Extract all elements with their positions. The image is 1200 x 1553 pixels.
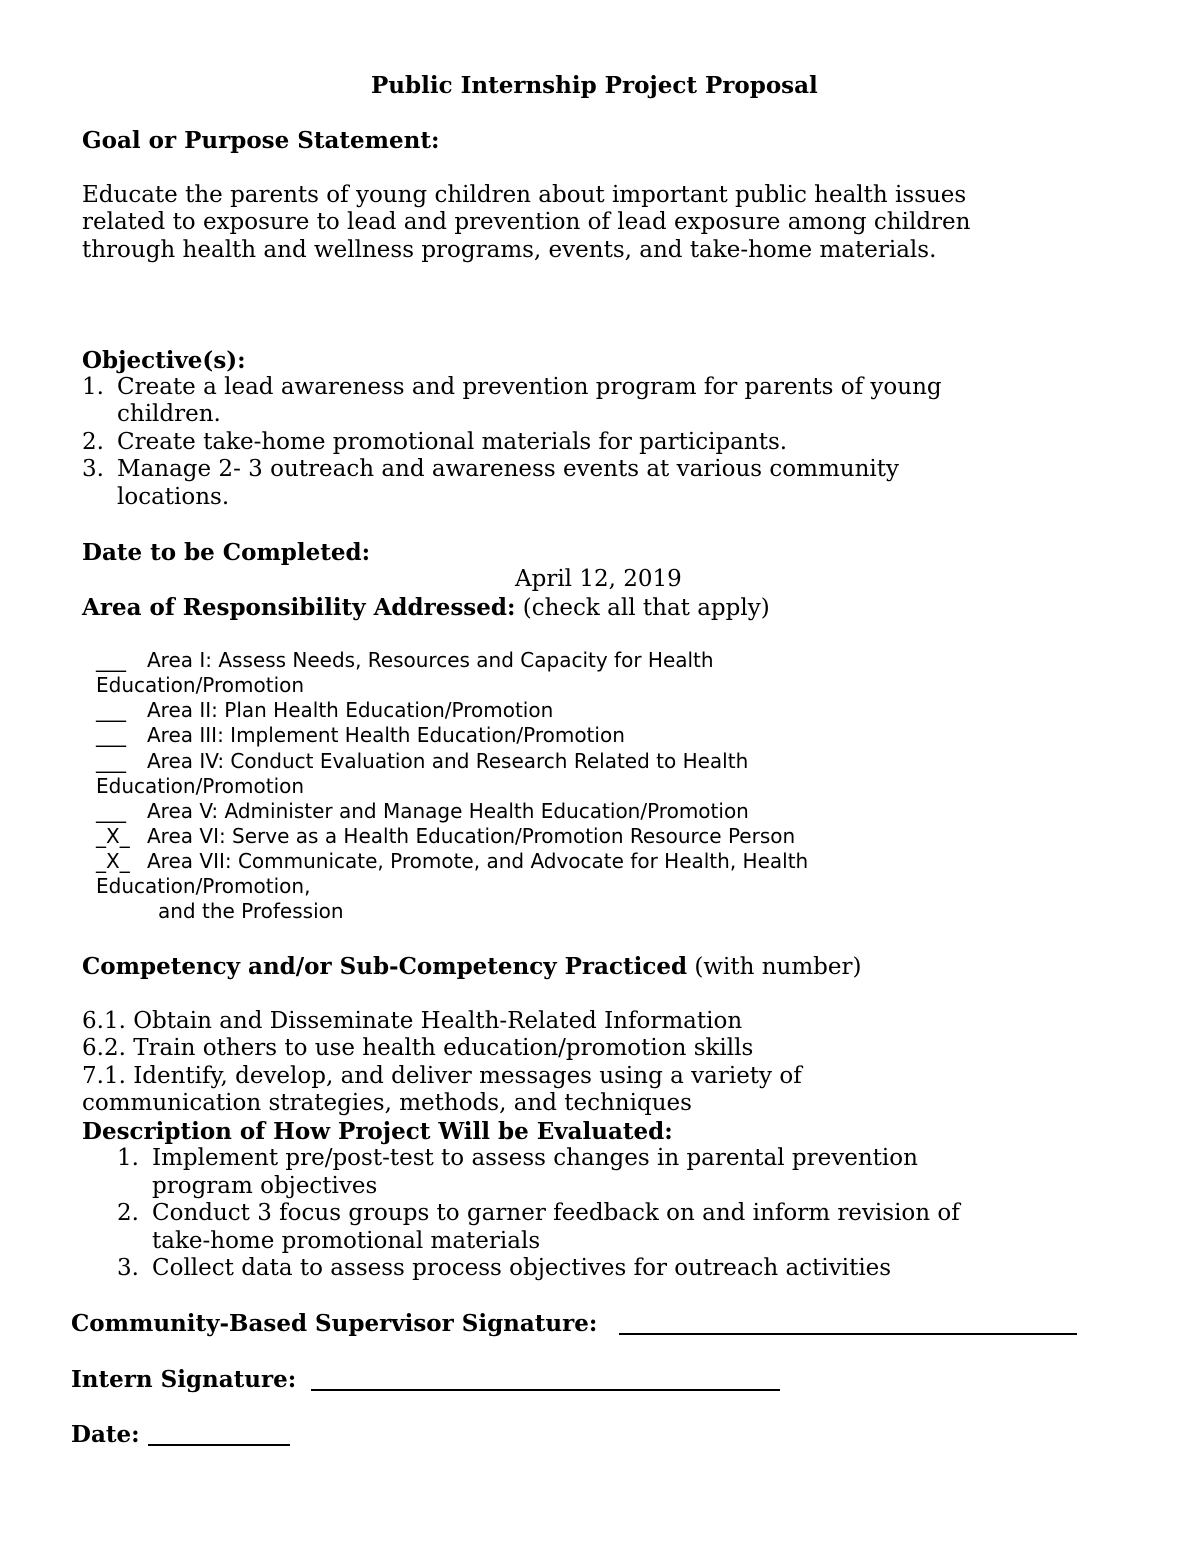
evaluation-text: Conduct 3 focus groups to garner feedback on and inform revision of <box>152 1200 960 1226</box>
evaluation-text: Collect data to assess process objectives for outreach activities <box>152 1255 892 1281</box>
objective-text: Manage 2- 3 outreach and awareness events at various community <box>117 456 899 482</box>
area-item-text: Area V: Administer and Manage Health Education/Promotion <box>147 799 749 823</box>
evaluation-text: program objectives <box>152 1173 378 1199</box>
areas-heading: Area of Responsibility Addressed: <box>82 594 516 621</box>
objective-number: 3. <box>82 456 104 482</box>
date-line[interactable] <box>148 1444 290 1446</box>
areas-heading-row <box>82 596 770 620</box>
area-checkbox-mark: ___ <box>96 648 126 672</box>
evaluation-text: take-home promotional materials <box>152 1228 541 1254</box>
area-item-text-cont: Education/Promotion <box>96 673 305 697</box>
area-item-text: Area VI: Serve as a Health Education/Promotion Resource Person <box>147 824 796 848</box>
area-item-text-cont: and the Profession <box>158 899 344 923</box>
competency-item: 6.1. Obtain and Disseminate Health-Related Information <box>82 1008 743 1034</box>
area-item-text-cont: Education/Promotion <box>96 774 305 798</box>
goal-text-line: related to exposure to lead and prevention of lead exposure among children <box>82 209 971 235</box>
competency-item: 7.1. Identify, develop, and deliver messages using a variety of <box>82 1063 802 1089</box>
area-checkbox-mark: _X_ <box>96 824 130 848</box>
competency-heading-row <box>82 955 861 979</box>
objective-text: Create a lead awareness and prevention program for parents of young <box>117 374 942 400</box>
goal-text-line: through health and wellness programs, events, and take-home materials. <box>82 237 937 263</box>
evaluation-number: 2. <box>117 1200 139 1226</box>
area-checkbox-mark: ___ <box>96 799 126 823</box>
supervisor-signature-label: Community-Based Supervisor Signature: <box>71 1310 598 1337</box>
competency-item: communication strategies, methods, and techniques <box>82 1090 692 1116</box>
area-item-text: Area I: Assess Needs, Resources and Capacity for Health <box>147 648 714 672</box>
area-checkbox-mark: _X_ <box>96 849 130 873</box>
competency-item: 6.2. Train others to use health education/promotion skills <box>82 1035 754 1061</box>
objective-number: 1. <box>82 374 104 400</box>
supervisor-signature-line[interactable] <box>619 1333 1077 1335</box>
evaluation-number: 1. <box>117 1145 139 1171</box>
area-checkbox-mark: ___ <box>96 723 126 747</box>
evaluation-text: Implement pre/post-test to assess changes in parental prevention <box>152 1145 918 1171</box>
objective-text: Create take-home promotional materials for participants. <box>117 429 788 455</box>
objective-number: 2. <box>82 429 104 455</box>
document-title: Public Internship Project Proposal <box>371 72 818 99</box>
intern-signature-label: Intern Signature: <box>71 1366 297 1393</box>
area-checkbox-mark: ___ <box>96 698 126 722</box>
competency-heading: Competency and/or Sub-Competency Practiced <box>82 953 688 980</box>
intern-signature-line[interactable] <box>311 1389 780 1391</box>
area-item-text: Area II: Plan Health Education/Promotion <box>147 698 554 722</box>
area-item-text-cont: Education/Promotion, <box>96 874 311 898</box>
area-item-text: Area III: Implement Health Education/Promotion <box>147 723 625 747</box>
evaluation-heading: Description of How Project Will be Evaluated: <box>82 1118 673 1145</box>
competency-note: (with number) <box>694 954 862 980</box>
area-item-text: Area VII: Communicate, Promote, and Advocate for Health, Health <box>147 849 809 873</box>
goal-heading: Goal or Purpose Statement: <box>82 127 440 154</box>
date-completed-value: April 12, 2019 <box>515 566 682 592</box>
objective-text: locations. <box>117 484 230 510</box>
area-item-text: Area IV: Conduct Evaluation and Research Related to Health <box>147 749 749 773</box>
areas-note: (check all that apply) <box>522 595 770 621</box>
date-completed-heading: Date to be Completed: <box>82 539 371 566</box>
date-label: Date: <box>71 1421 140 1448</box>
goal-text-line: Educate the parents of young children about important public health issues <box>82 182 967 208</box>
evaluation-number: 3. <box>117 1255 139 1281</box>
objectives-heading: Objective(s): <box>82 347 246 374</box>
area-checkbox-mark: ___ <box>96 749 126 773</box>
objective-text: children. <box>117 401 221 427</box>
